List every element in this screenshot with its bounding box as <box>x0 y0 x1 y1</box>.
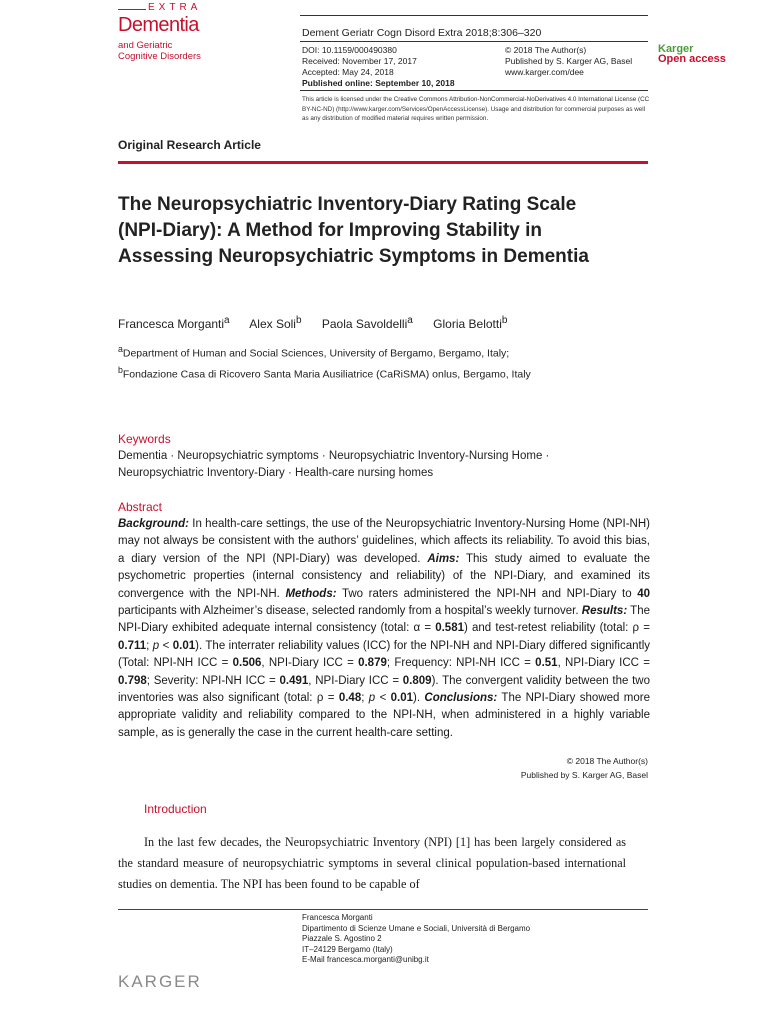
logo-rule <box>118 9 146 10</box>
logo-sub-line1: and Geriatric <box>118 40 173 51</box>
copyright-text: © 2018 The Author(s) <box>505 45 587 55</box>
section-divider <box>118 161 648 164</box>
open-access-label: Open access <box>658 53 726 65</box>
logo-name: Dementia <box>118 14 199 36</box>
author-name: Paola Savoldelli$^a$ <box>321 315 413 331</box>
corr-email[interactable]: E-Mail francesca.morganti@unibg.it <box>302 955 429 964</box>
affiliation-item: $^b$Fondazione Casa di Ricovero Santa Maria Ausiliatrice (CaRiSMA) onlus, Bergamo, Italy <box>118 364 531 380</box>
introduction-text: In the last few decades, the Neuropsychiatric Inventory (NPI) [1] has been largely considered as the standard measure of neuropsychiatric symptoms in several clinical population-based international studies on dementia. The NPI has been found to be capable of <box>118 835 626 891</box>
logo-extra: EXTRA <box>148 2 202 13</box>
author-name: Francesca Morganti$^a$ <box>118 315 230 331</box>
publisher-info <box>505 45 632 78</box>
corr-name: Francesca Morganti <box>302 913 373 922</box>
methods-label: Methods: <box>285 587 337 600</box>
doi-link[interactable]: DOI: 10.1159/000490380 <box>302 45 397 55</box>
corr-city: IT–24129 Bergamo (Italy) <box>302 944 393 954</box>
logo-sub-line2: Cognitive Disorders <box>118 51 201 62</box>
karger-brand: Karger <box>658 43 694 55</box>
affiliations <box>118 341 531 382</box>
header-top-rule <box>300 15 648 16</box>
footer-rule <box>118 909 648 910</box>
published-date: Published online: September 10, 2018 <box>302 78 455 88</box>
background-label: Background: <box>118 518 189 530</box>
article-dates <box>302 45 455 89</box>
abstract-heading: Abstract <box>118 500 163 514</box>
karger-open-access-logo <box>658 44 726 64</box>
corr-dept: Dipartimento di Scienze Umane e Sociali, Università di Bergamo <box>302 923 531 933</box>
keywords-line: Neuropsychiatric Inventory-Diary · Health-care nursing homes <box>118 467 434 479</box>
article-title: The Neuropsychiatric Inventory-Diary Rating Scale (NPI-Diary): A Method for Improving Stability in Assessing Neuropsychiatric Symptoms in Dementia <box>118 194 589 267</box>
website-link[interactable]: www.karger.com/dee <box>505 67 584 77</box>
journal-citation: Dement Geriatr Cogn Disord Extra 2018;8:306–320 <box>302 27 542 39</box>
header-mid-rule <box>300 41 648 42</box>
author-name: Alex Soli$^b$ <box>249 315 302 331</box>
header-bottom-rule <box>300 90 648 91</box>
keywords-heading: Keywords <box>118 432 171 446</box>
author-name: Gloria Belotti$^b$ <box>433 315 508 331</box>
correspondence-block <box>302 913 530 966</box>
logo-subtitle <box>118 40 201 62</box>
received-date: Received: November 17, 2017 <box>302 56 417 66</box>
article-type: Original Research Article <box>118 138 261 152</box>
journal-logo <box>118 2 218 82</box>
accepted-date: Accepted: May 24, 2018 <box>302 67 394 77</box>
corr-street: Piazzale S. Agostino 2 <box>302 934 382 943</box>
introduction-heading: Introduction <box>144 802 207 816</box>
conclusions-label: Conclusions: <box>424 692 498 705</box>
keywords-list <box>118 448 648 482</box>
keywords-line: Dementia · Neuropsychiatric symptoms · Neuropsychiatric Inventory-Nursing Home · <box>118 450 550 462</box>
affiliation-item: $^a$Department of Human and Social Sciences, University of Bergamo, Bergamo, Italy; <box>118 344 510 360</box>
author-list <box>118 315 524 331</box>
karger-footer-logo: KARGER <box>118 972 202 991</box>
license-notice: This article is licensed under the Creative Commons Attribution-NonCommercial-NoDerivatives 4.0 International License (CC BY-NC-ND) (http://www.karger.com/Services/OpenAccessLicense). Usage and distribution for commercial purposes as well as any distribution of modified material requires written permission. <box>302 96 650 122</box>
abstract-body: Background: In health-care settings, the use of the Neuropsychiatric Inventory-Nursing Home (NPI-NH) may not always be consistent with the authors’ guidelines, which affects its reliability. To avoid this bias, a diary version of the NPI (NPI-Diary) was developed. Aims: This study aimed to evaluate the psychometric properties (internal consistency and reliability) of the NPI-Diary, and examined its convergence with the NPI-NH. Methods: Two raters administered the NPI-NH and NPI-Diary to 40 participants with Alzheimer’s disease, selected randomly from a hospital’s weekly turnover. Results: The NPI-Diary exhibited adequate internal consistency (total: α = 0.581) and test-retest reliability (total: ρ = 0.711; p < 0.01). The interrater reliability values (ICC) for the NPI-NH and NPI-Diary differed significantly (Total: NPI-NH ICC = 0.506, NPI-Diary ICC = 0.879; Frequency: NPI-NH ICC = 0.51, NPI-Diary ICC = 0.798; Severity: NPI-NH ICC = 0.491, NPI-Diary ICC = 0.809). The convergent validity between the two inventories was also significant (total: ρ = 0.48; p < 0.01). Conclusions: The NPI-Diary showed more appropriate validity and reliability compared to the NPI-NH, when administered in a highly variable sample, as is generally the case in the current health-care setting. <box>118 518 650 739</box>
publisher-text: Published by S. Karger AG, Basel <box>505 56 633 66</box>
aims-label: Aims: <box>427 552 460 565</box>
abstract-copyright: © 2018 The Author(s) Published by S. Karger AG, Basel <box>520 756 648 780</box>
results-label: Results: <box>581 605 628 618</box>
